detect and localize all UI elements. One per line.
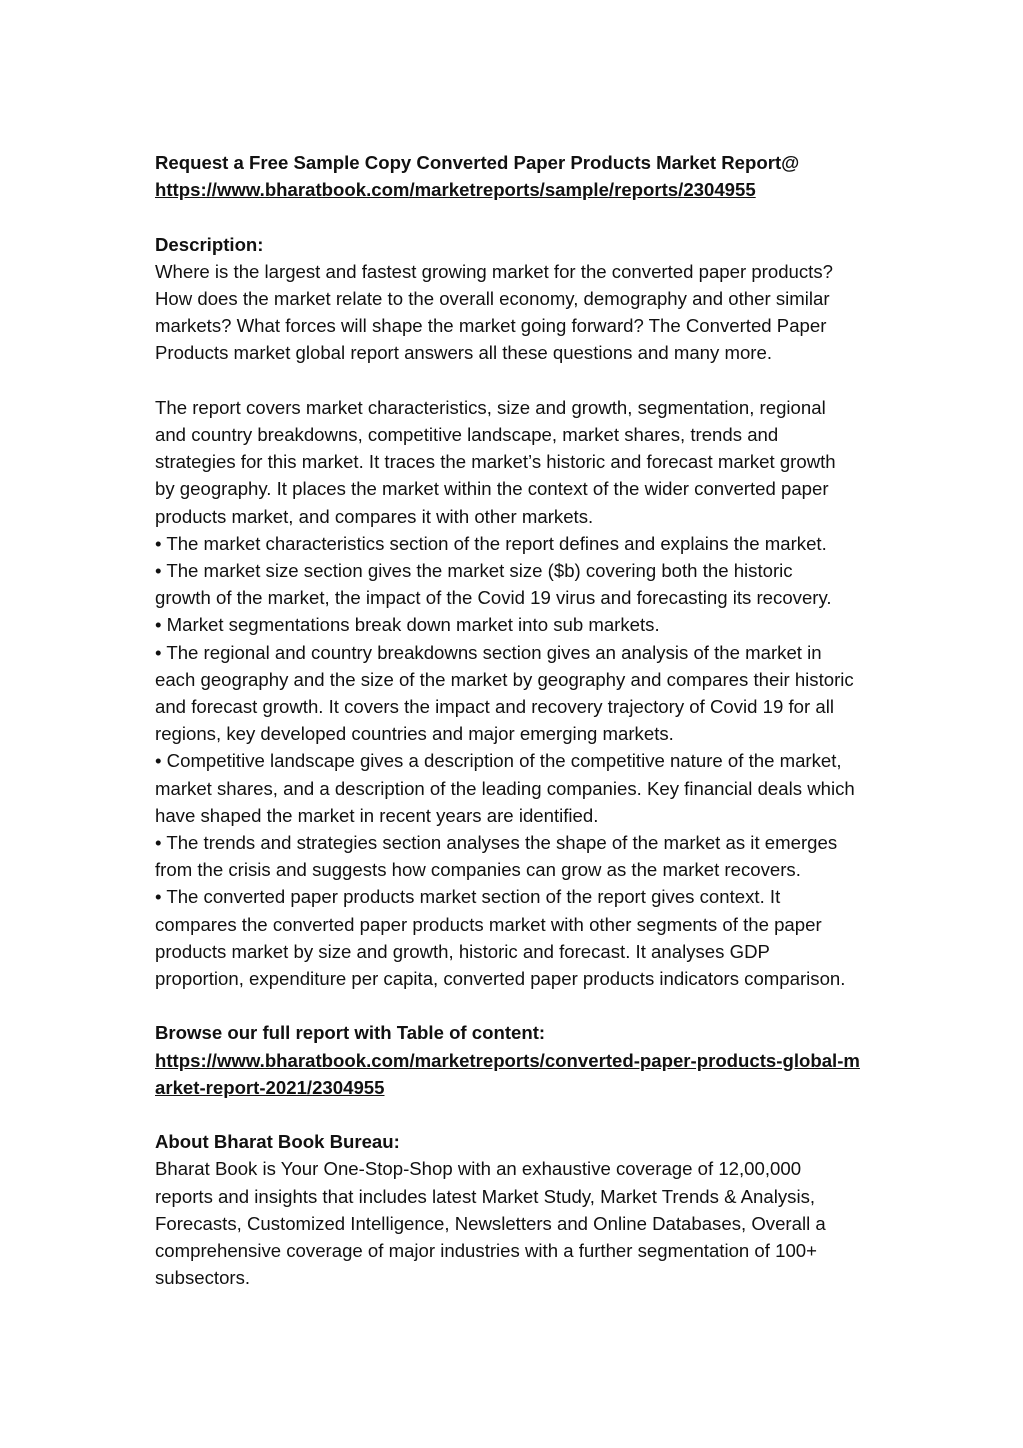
bullet-line: proportion, expenditure per capita, converted paper products indicators comparison. <box>155 968 846 990</box>
bullet-line: • Market segmentations break down market into sub markets. <box>155 614 660 636</box>
about-line: comprehensive coverage of major industries with a further segmentation of 100+ <box>155 1240 817 1262</box>
description-body-line: by geography. It places the market within the context of the wider converted paper <box>155 478 829 500</box>
bullet-line: • The market characteristics section of the report defines and explains the market. <box>155 532 827 554</box>
bullet-line: • Competitive landscape gives a description of the competitive nature of the market, <box>155 750 842 772</box>
bullet-line: • The regional and country breakdowns section gives an analysis of the market in <box>155 641 822 663</box>
description-heading: Description: <box>155 233 264 255</box>
full-report-link[interactable]: https://www.bharatbook.com/marketreports/converted-paper-products-global-m <box>155 1049 860 1071</box>
spacer <box>155 203 895 230</box>
about-line: Bharat Book is Your One-Stop-Shop with an exhaustive coverage of 12,00,000 <box>155 1158 802 1180</box>
bullet-line: have shaped the market in recent years are identified. <box>155 804 599 826</box>
bullet-line: growth of the market, the impact of the Covid 19 virus and forecasting its recovery. <box>155 587 832 609</box>
full-report-link-continued[interactable]: arket-report-2021/2304955 <box>155 1076 385 1098</box>
document-content <box>155 149 895 1291</box>
sample-heading: Request a Free Sample Copy Converted Paper Products Market Report@ <box>155 152 800 173</box>
bullet-line: • The trends and strategies section analyses the shape of the market as it emerges <box>155 832 838 854</box>
about-line: Forecasts, Customized Intelligence, Newsletters and Online Databases, Overall a <box>155 1212 826 1234</box>
bullet-line: each geography and the size of the market by geography and compares their historic <box>155 668 854 690</box>
about-line: reports and insights that includes latest Market Study, Market Trends & Analysis, <box>155 1185 816 1207</box>
sample-report-link[interactable]: https://www.bharatbook.com/marketreports/sample/reports/2304955 <box>155 179 756 201</box>
spacer <box>155 992 895 1019</box>
description-intro-line: markets? What forces will shape the market going forward? The Converted Paper <box>155 315 827 337</box>
spacer <box>155 367 895 394</box>
bullet-line: regions, key developed countries and major emerging markets. <box>155 723 674 745</box>
description-intro-line: Where is the largest and fastest growing market for the converted paper products? <box>155 260 833 282</box>
browse-heading: Browse our full report with Table of content: <box>155 1022 546 1044</box>
bullet-line: • The market size section gives the market size ($b) covering both the historic <box>155 560 793 582</box>
description-body-line: and country breakdowns, competitive landscape, market shares, trends and <box>155 424 779 445</box>
description-body-line: products market, and compares it with other markets. <box>155 505 594 527</box>
about-line: subsectors. <box>155 1267 251 1289</box>
spacer <box>155 1101 895 1128</box>
bullet-line: • The converted paper products market section of the report gives context. It <box>155 886 781 908</box>
description-body-line: strategies for this market. It traces the market’s historic and forecast market growth <box>155 451 836 473</box>
bullet-line: market shares, and a description of the leading companies. Key financial deals which <box>155 777 855 799</box>
description-intro-line: How does the market relate to the overall economy, demography and other similar <box>155 288 830 309</box>
bullet-line: from the crisis and suggests how companies can grow as the market recovers. <box>155 859 801 881</box>
bullet-line: products market by size and growth, historic and forecast. It analyses GDP <box>155 940 770 962</box>
description-body-line: The report covers market characteristics, size and growth, segmentation, regional <box>155 396 826 418</box>
bullet-line: and forecast growth. It covers the impact and recovery trajectory of Covid 19 for all <box>155 696 834 718</box>
description-intro-line: Products market global report answers all these questions and many more. <box>155 342 772 364</box>
bullet-line: compares the converted paper products market with other segments of the paper <box>155 913 822 935</box>
about-heading: About Bharat Book Bureau: <box>155 1131 400 1153</box>
